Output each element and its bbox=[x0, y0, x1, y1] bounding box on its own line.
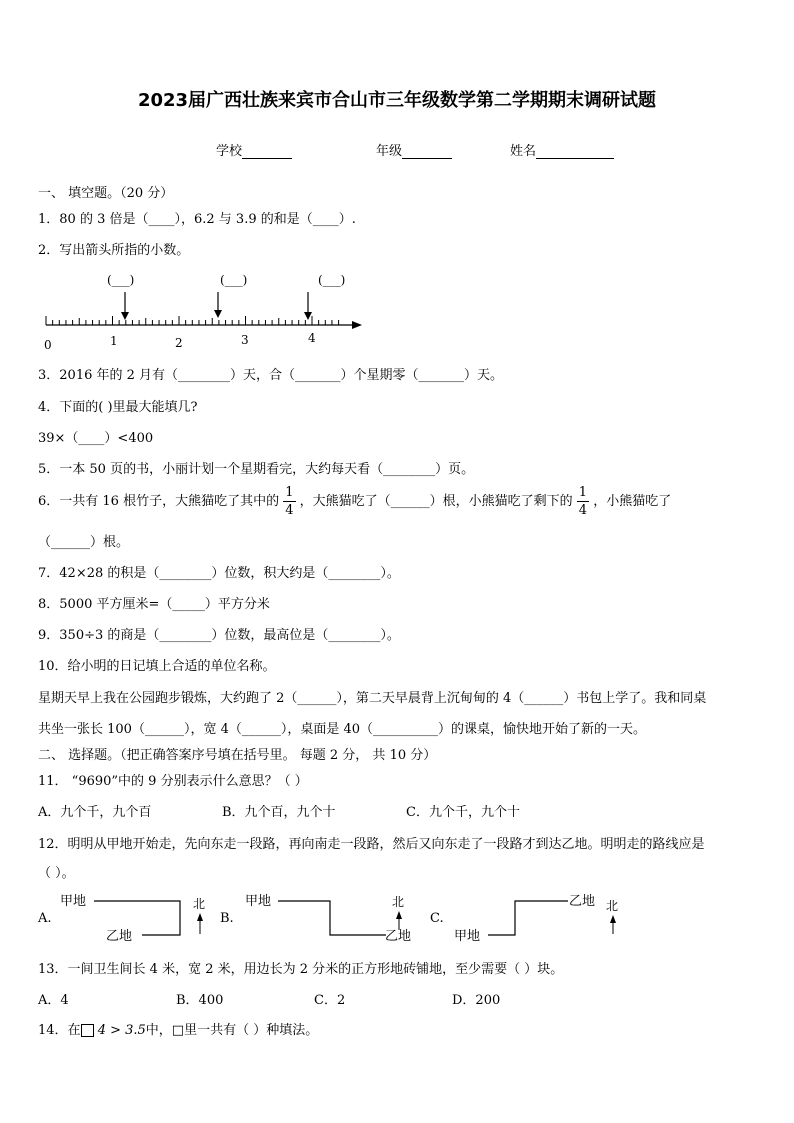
question-9: 9．350÷3 的商是（________）位数，最高位是（________）。 bbox=[38, 628, 400, 643]
down-arrow-icon bbox=[121, 292, 129, 320]
name-field: 姓名 bbox=[510, 140, 614, 159]
option-a-label: A. bbox=[38, 911, 52, 926]
fraction-one-quarter: $\frac{1}{4}$ bbox=[285, 485, 294, 518]
route-diagrams bbox=[30, 888, 630, 948]
question-13-option-a: A．4 bbox=[38, 993, 69, 1008]
question-13-option-d: D．200 bbox=[452, 993, 501, 1008]
tick-label-1: 1 bbox=[110, 334, 118, 348]
route-b bbox=[278, 901, 386, 935]
question-5: 5．一本 50 页的书，小丽计划一个星期看完，大约每天看（________）页。 bbox=[38, 462, 475, 477]
tick-label-4: 4 bbox=[308, 331, 316, 345]
north-arrow-icon bbox=[610, 915, 616, 934]
north-label: 北 bbox=[606, 899, 619, 913]
question-4-expression: 39×（____）<400 bbox=[38, 431, 154, 446]
question-10: 10．给小明的日记填上合适的单位名称。 bbox=[38, 659, 276, 674]
yi-label: 乙地 bbox=[569, 894, 596, 909]
fraction-one-quarter: $\frac{1}{4}$ bbox=[578, 485, 588, 518]
jia-label: 甲地 bbox=[60, 894, 87, 909]
question-10-text-1: 星期天早上我在公园跑步锻炼，大约跑了 2（______），第二天早晨背上沉甸甸的 4（______）书包上学了。我和同桌 bbox=[38, 691, 707, 706]
grade-field: 年级 bbox=[376, 140, 452, 159]
arrow-label-2: (___) bbox=[220, 273, 248, 287]
question-12: 12．明明从甲地开始走，先向东走一段路，再向南走一段路，然后又向东走了一段路才到达乙地。明明走的路线应是 bbox=[38, 837, 705, 852]
arrow-label-3: (___) bbox=[318, 273, 346, 287]
north-label: 北 bbox=[392, 895, 405, 909]
down-arrow-icon bbox=[304, 292, 312, 320]
north-label: 北 bbox=[193, 897, 206, 911]
option-b-label: B. bbox=[220, 911, 234, 926]
section-2-heading: 二、 选择题。（把正确答案序号填在括号里。 每题 2 分， 共 10 分） bbox=[38, 748, 437, 763]
question-6-line-2: （______）根。 bbox=[38, 535, 130, 550]
jia-label: 甲地 bbox=[454, 929, 481, 944]
page-title: 2023届广西壮族来宾市合山市三年级数学第二学期期末调研试题 bbox=[137, 90, 657, 111]
question-13: 13．一间卫生间长 4 米，宽 2 米，用边长为 2 分米的正方形地砖铺地，至少需要（ ）块。 bbox=[38, 962, 564, 977]
question-11-option-a: A．九个千，九个百 bbox=[38, 805, 152, 820]
yi-label: 乙地 bbox=[106, 929, 133, 944]
axis-arrow-icon bbox=[352, 321, 362, 329]
section-1-heading: 一、 填空题。（20 分） bbox=[38, 186, 174, 201]
route-c bbox=[488, 901, 568, 935]
question-7: 7．42×28 的积是（________）位数，积大约是（________）。 bbox=[38, 566, 400, 581]
jia-label: 甲地 bbox=[245, 894, 272, 909]
down-arrow-icon bbox=[214, 292, 222, 318]
question-11-option-b: B．九个百，九个十 bbox=[222, 805, 336, 820]
yi-label: 乙地 bbox=[385, 929, 412, 944]
school-field: 学校 bbox=[216, 140, 292, 159]
question-10-text-2: 共坐一张长 100（______），宽 4（______），桌面是 40（__________）的课桌，愉快地开始了新的一天。 bbox=[38, 722, 647, 737]
option-c-label: C. bbox=[430, 911, 444, 926]
north-arrow-icon bbox=[197, 913, 203, 934]
question-11-option-c: C．九个千，九个十 bbox=[406, 805, 520, 820]
question-14: 14．在 4 > 3.5中，□里一共有（ ）种填法。 bbox=[38, 1023, 319, 1038]
axis-ticks bbox=[46, 316, 339, 325]
north-arrow-icon bbox=[396, 911, 402, 930]
question-11: 11． “9690”中的 9 分别表示什么意思？（ ） bbox=[38, 774, 308, 789]
question-3: 3．2016 年的 2 月有（________）天，合（_______）个星期零（_______）天。 bbox=[38, 368, 504, 383]
tick-label-0: 0 bbox=[44, 338, 52, 352]
question-4: 4．下面的( )里最大能填几? bbox=[38, 400, 198, 415]
question-13-option-b: B．400 bbox=[176, 993, 224, 1008]
question-8: 8．5000 平方厘米=（_____）平方分米 bbox=[38, 597, 270, 612]
arrow-label-1: (___) bbox=[107, 273, 135, 287]
question-1: 1．80 的 3 倍是（____），6.2 与 3.9 的和是（____）. bbox=[38, 212, 356, 227]
empty-box bbox=[81, 1024, 94, 1037]
question-12-answer: （ ）。 bbox=[38, 866, 75, 881]
tick-label-2: 2 bbox=[175, 336, 183, 350]
question-13-option-c: C．2 bbox=[314, 993, 346, 1008]
question-2: 2．写出箭头所指的小数。 bbox=[38, 243, 190, 258]
question-6: 6．一共有 16 根竹子，大熊猫吃了其中的 $\frac{1}{4}$ ，大熊猫吃了（______）根，小熊猫吃了剩下的 $\frac{1}{4}$ ，小熊猫吃了 bbox=[38, 485, 672, 518]
tick-label-3: 3 bbox=[241, 333, 249, 347]
number-line-figure bbox=[38, 268, 378, 354]
